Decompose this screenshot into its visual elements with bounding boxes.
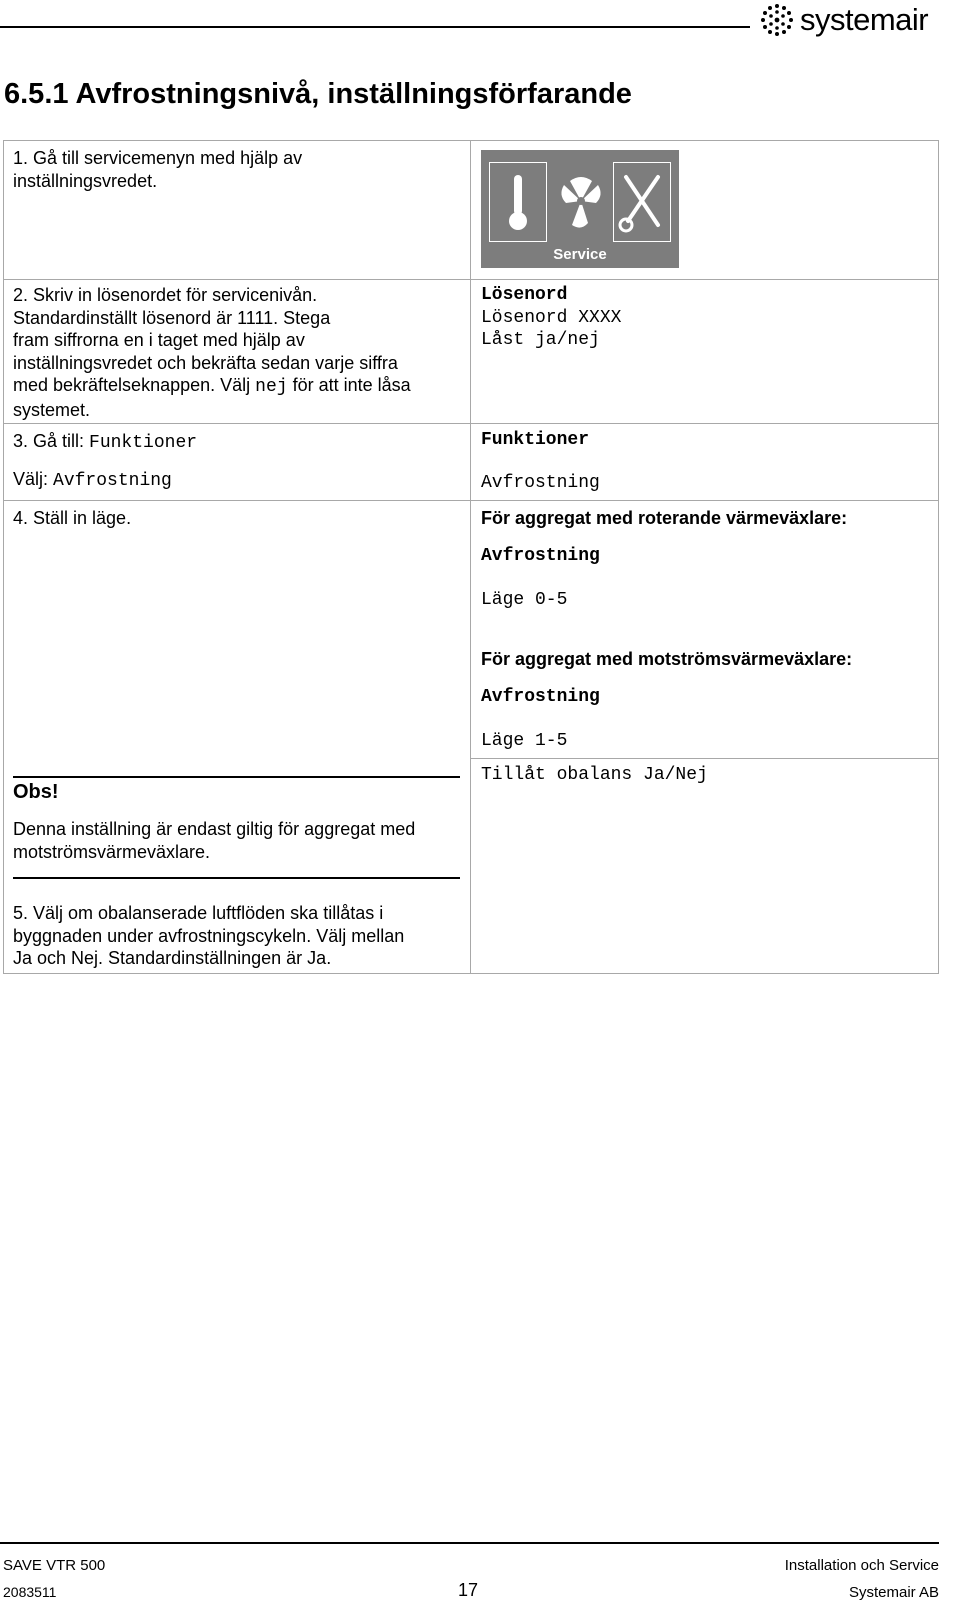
note-title: Obs! <box>13 781 59 803</box>
table-column-divider <box>470 140 471 974</box>
password-line: Lösenord XXXX <box>481 307 622 328</box>
footer-company: Systemair AB <box>848 1584 939 1601</box>
note-line: Denna inställning är endast giltig för aggregat med <box>13 819 416 839</box>
note-top-rule <box>13 776 460 778</box>
step-3-select <box>13 468 172 493</box>
service-label: Service <box>553 246 607 263</box>
step-2-line: Standardinställt lösenord är 1111. Stega <box>13 307 331 328</box>
logo-text: systemair <box>800 2 929 37</box>
header-rule <box>0 26 750 28</box>
step-3 <box>13 430 197 455</box>
step-3-select-code: Avfrostning <box>53 471 172 491</box>
step-2-line: inställningsvredet och bekräfta sedan varje siffra <box>13 352 398 373</box>
step-2 <box>13 284 411 421</box>
functions-item: Avfrostning <box>481 473 600 493</box>
step-2-code: nej <box>255 377 288 397</box>
rotary-mode: Läge 0-5 <box>481 590 568 610</box>
functions-title: Funktioner <box>481 430 590 450</box>
table-row-divider <box>3 423 939 424</box>
tools-icon <box>614 163 670 241</box>
note-text <box>13 818 415 863</box>
step-5 <box>13 902 404 970</box>
counterflow-unbalance: Tillåt obalans Ja/Nej <box>481 765 708 785</box>
step-2-line <box>13 374 411 399</box>
footer-rule <box>0 1542 939 1544</box>
logo-dots-icon <box>760 3 794 37</box>
step-5-line: 5. Välj om obalanserade luftflöden ska tillåtas i <box>13 903 384 923</box>
thermometer-icon <box>490 163 546 241</box>
counterflow-title: Avfrostning <box>481 687 600 707</box>
table-row-divider <box>3 500 939 501</box>
step-3-code: Funktioner <box>89 433 198 453</box>
systemair-logo <box>760 2 928 38</box>
footer-doc-number: 2083511 <box>3 1584 57 1600</box>
thermometer-tile <box>489 162 547 242</box>
step-5-line: byggnaden under avfrostningscykeln. Välj mellan <box>13 925 405 946</box>
footer-product: SAVE VTR 500 <box>3 1557 106 1574</box>
step-4: 4. Ställ in läge. <box>13 508 132 528</box>
step-2-line: 2. Skriv in lösenordet för servicenivån. <box>13 285 318 305</box>
page-title: 6.5.1 Avfrostningsnivå, inställningsförfarande <box>4 78 632 110</box>
rotary-title: Avfrostning <box>481 546 600 566</box>
password-display <box>481 284 621 352</box>
rotary-heading: För aggregat med roterande värmeväxlare: <box>481 508 848 528</box>
fan-icon <box>552 163 610 241</box>
step-2-line: fram siffrorna en i taget med hjälp av <box>13 330 305 350</box>
note-line: motströmsvärmeväxlare. <box>13 841 211 862</box>
step-3-select-text: Välj: <box>13 469 54 489</box>
step-3-text: 3. Gå till: <box>13 431 90 451</box>
footer-section: Installation och Service <box>784 1557 939 1574</box>
step-1-line: inställningsvredet. <box>13 170 158 191</box>
step-1-line: 1. Gå till servicemenyn med hjälp av <box>13 148 303 168</box>
counterflow-heading: För aggregat med motströmsvärmeväxlare: <box>481 649 853 669</box>
step-2-line: systemet. <box>13 399 91 420</box>
step-2-text: för att inte låsa <box>287 375 411 395</box>
table-row-divider <box>3 279 939 280</box>
counterflow-mode: Läge 1-5 <box>481 731 568 751</box>
password-title: Lösenord <box>481 285 568 305</box>
note-bottom-rule <box>13 877 460 879</box>
footer-page-number: 17 <box>458 1580 479 1600</box>
step-1 <box>13 147 302 192</box>
tools-tile <box>613 162 671 242</box>
table-row-divider <box>470 758 939 759</box>
fan-tile <box>551 162 609 242</box>
lock-line: Låst ja/nej <box>481 330 600 350</box>
step-2-text: med bekräftelseknappen. Välj <box>13 375 256 395</box>
step-5-line: Ja och Nej. Standardinställningen är Ja. <box>13 948 332 968</box>
service-panel-image <box>481 150 679 268</box>
